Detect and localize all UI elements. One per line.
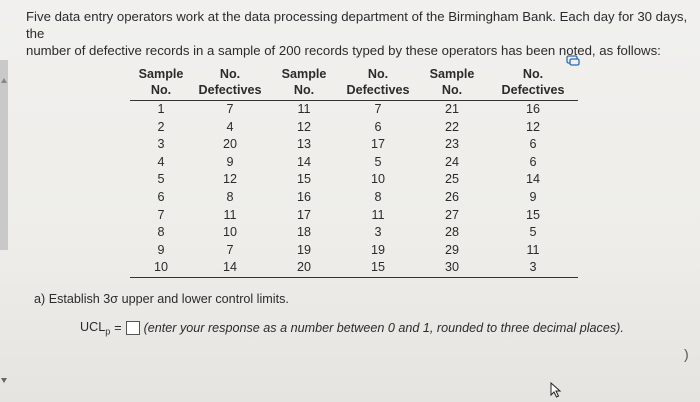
sample-number-cell: 21 [444,102,459,116]
sample-number-cell: 14 [296,154,311,169]
defectives-cell: 7 [226,242,234,257]
sample-number-cell: 13 [296,137,311,152]
table-row [130,171,578,189]
table-row [130,207,578,225]
defectives-cell: 3 [488,259,578,277]
col-defectives: No. Defectives [340,66,416,101]
left-scrollbar[interactable] [0,60,8,250]
col-sample-no: Sample No. [268,66,340,101]
table-row [130,101,578,119]
col-defectives: No. Defectives [488,66,578,101]
sample-number-cell: 24 [444,154,459,169]
sample-number-cell: 30 [416,259,488,277]
defectives-cell: 17 [370,137,385,152]
sample-number-cell: 2 [157,119,165,134]
table-row [130,136,578,154]
table-header-row [130,66,578,101]
sample-number-cell: 29 [444,242,459,257]
scroll-up-icon[interactable] [1,78,7,83]
defectives-cell: 15 [340,259,416,277]
table-row [130,154,578,172]
sample-number-cell: 8 [157,225,165,240]
sample-number-cell: 26 [444,189,459,204]
right-edge-fragment: ) [684,346,689,362]
table-row [130,119,578,137]
defectives-cell: 20 [222,137,237,152]
defectives-cell: 8 [374,189,382,204]
sample-number-cell: 20 [268,259,340,277]
defectives-cell: 15 [525,207,540,222]
defectives-cell: 12 [525,119,540,134]
col-sample-no: Sample No. [130,66,192,101]
sample-number-cell: 27 [444,207,459,222]
defectives-cell: 7 [226,102,234,116]
defectives-cell: 7 [374,102,382,116]
sample-number-cell: 28 [444,225,459,240]
defects-table [130,66,578,278]
defectives-cell: 11 [223,207,237,222]
sample-number-cell: 15 [296,172,311,187]
intro-line-2: number of defective records in a sample of 200 records typed by these operators has been noted, as follows: [26,43,661,58]
col-sample-no: Sample No. [416,66,488,101]
defectives-cell: 10 [370,172,385,187]
table-row [130,224,578,242]
intro-line-1: Five data entry operators work at the data processing department of the Birmingham Bank. Each day for 30 days, the [26,9,688,41]
defectives-cell: 6 [374,119,382,134]
sample-number-cell: 19 [296,242,311,257]
defectives-cell: 11 [526,242,540,257]
sample-number-cell: 23 [444,137,459,152]
table-row [130,242,578,260]
sample-number-cell: 4 [157,154,165,169]
table-row [130,189,578,207]
mouse-pointer-icon [550,382,564,398]
scroll-down-icon[interactable] [1,378,7,383]
sample-number-cell: 16 [296,189,311,204]
sample-number-cell: 3 [157,137,165,152]
sample-number-cell: 18 [296,225,311,240]
sample-number-cell: 7 [157,207,165,222]
defectives-cell: 8 [226,189,234,204]
sample-number-cell: 5 [157,172,165,187]
sample-number-cell: 11 [297,102,311,116]
defectives-cell: 6 [529,154,537,169]
defectives-cell: 14 [525,172,540,187]
defectives-cell: 5 [529,225,537,240]
defectives-cell: 5 [374,154,382,169]
defectives-cell: 14 [192,259,268,277]
equals-sign: = [114,321,122,336]
defectives-cell: 4 [226,119,234,134]
defectives-cell: 11 [371,207,385,222]
sample-number-cell: 17 [296,207,311,222]
defectives-cell: 19 [370,242,385,257]
defectives-cell: 9 [529,189,537,204]
defectives-cell: 6 [529,137,537,152]
defectives-cell: 16 [525,102,540,116]
sample-number-cell: 9 [157,242,165,257]
ucl-label: $UCL_p$ [80,320,111,337]
defectives-cell: 9 [226,154,234,169]
ucl-answer-line [80,320,624,337]
defectives-cell: 3 [374,225,382,240]
sample-number-cell: 1 [157,102,165,116]
sample-number-cell: 25 [444,172,459,187]
problem-statement [26,8,691,59]
table-row [130,259,578,277]
col-defectives: No. Defectives [192,66,268,101]
sample-number-cell: 22 [444,119,459,134]
ucl-hint: (enter your response as a number between 0 and 1, rounded to three decimal places). [143,321,624,336]
ucl-input[interactable] [126,321,140,335]
defectives-cell: 10 [222,225,237,240]
sample-number-cell: 12 [296,119,311,134]
sample-number-cell: 6 [157,189,165,204]
sample-number-cell: 10 [130,259,192,277]
part-a-question: a) Establish 3σ upper and lower control limits. [34,292,289,306]
defectives-cell: 12 [222,172,237,187]
copy-data-icon[interactable] [566,55,580,66]
